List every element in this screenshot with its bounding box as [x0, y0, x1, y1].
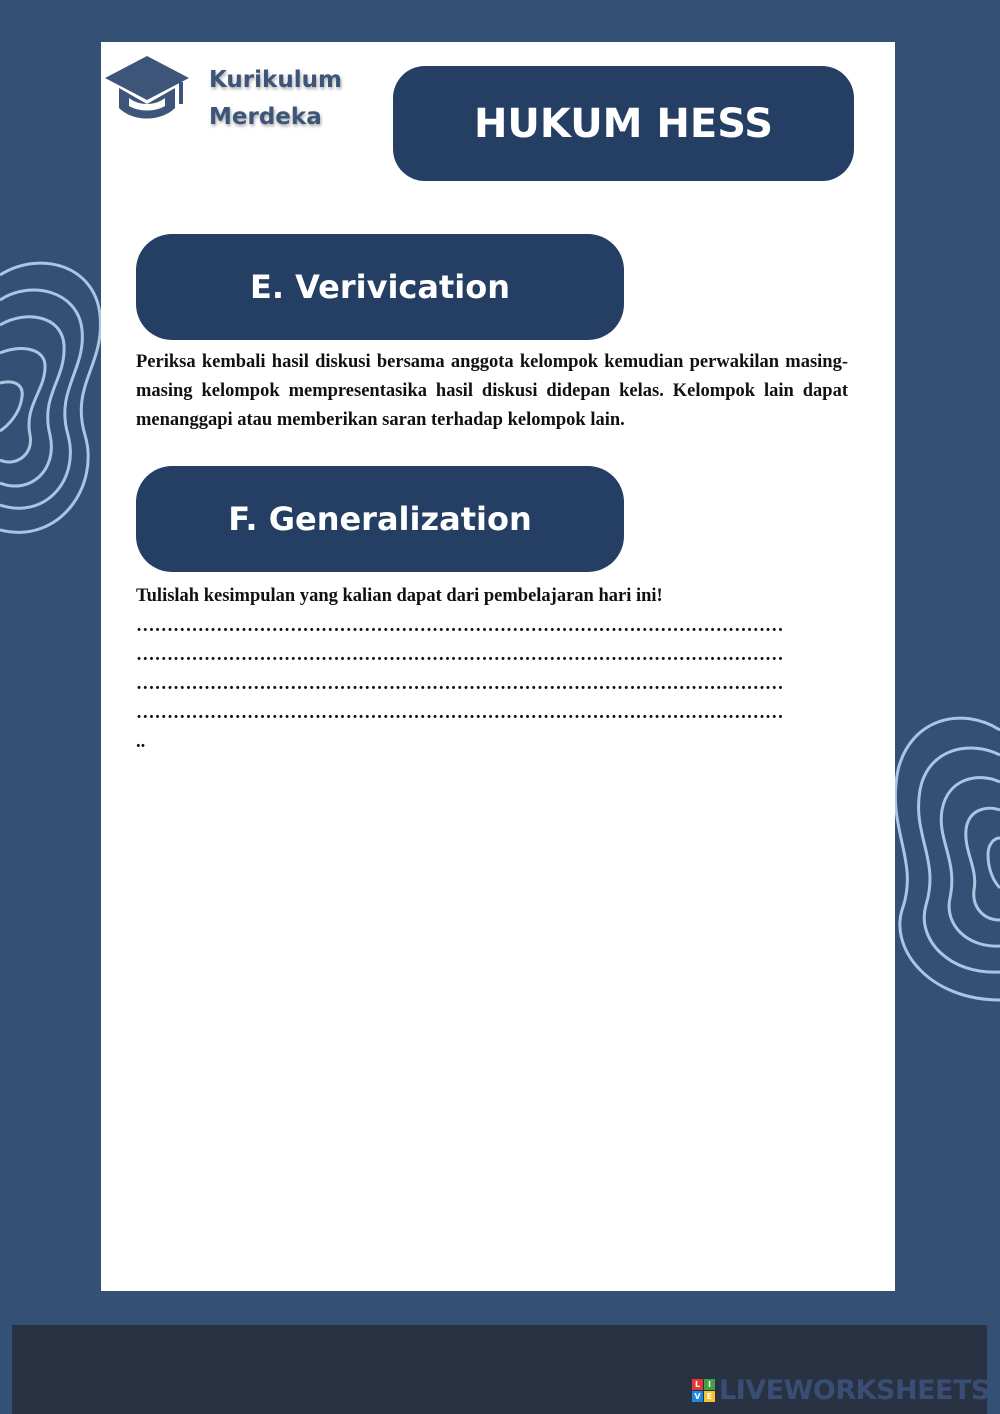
page-title: HUKUM HESS — [393, 66, 854, 181]
section-e-heading: E. Verivication — [136, 234, 624, 340]
contour-decoration-right — [890, 710, 1000, 1010]
answer-area[interactable] — [136, 612, 848, 757]
graduation-cap-icon — [103, 54, 191, 126]
section-f-heading: F. Generalization — [136, 466, 624, 572]
logo-letter: L — [692, 1379, 703, 1390]
liveworksheets-wordmark: LIVEWORKSHEETS — [719, 1374, 990, 1406]
brand-name — [209, 62, 342, 136]
section-f-prompt: Tulislah kesimpulan yang kalian dapat dari pembelajaran hari ini! — [136, 586, 663, 606]
answer-line[interactable]: …………………………………………………………………………………………… — [136, 616, 784, 636]
brand-line-2: Merdeka — [209, 104, 322, 130]
liveworksheets-grid-icon — [692, 1379, 715, 1402]
worksheet-page — [101, 42, 895, 1291]
section-e-body: Periksa kembali hasil diskusi bersama anggota kelompok kemudian perwakilan masing-masing kelompok mempresentasika hasil diskusi didepan kelas. Kelompok lain dapat menanggapi atau memberikan saran terhadap kelompok lain. — [136, 352, 848, 430]
brand-line-1: Kurikulum — [209, 67, 342, 93]
brand-logo — [103, 52, 343, 132]
answer-line[interactable]: …………………………………………………………………………………………… — [136, 703, 784, 723]
footer-bar — [12, 1325, 990, 1414]
answer-line[interactable]: …………………………………………………………………………………………… — [136, 674, 784, 694]
liveworksheets-logo[interactable] — [692, 1375, 990, 1405]
answer-line[interactable]: …………………………………………………………………………………………… — [136, 645, 784, 665]
logo-letter: I — [704, 1379, 715, 1390]
logo-letter: E — [704, 1391, 715, 1402]
answer-line[interactable]: .. — [136, 732, 146, 752]
contour-decoration-left — [0, 255, 110, 545]
logo-letter: V — [692, 1391, 703, 1402]
